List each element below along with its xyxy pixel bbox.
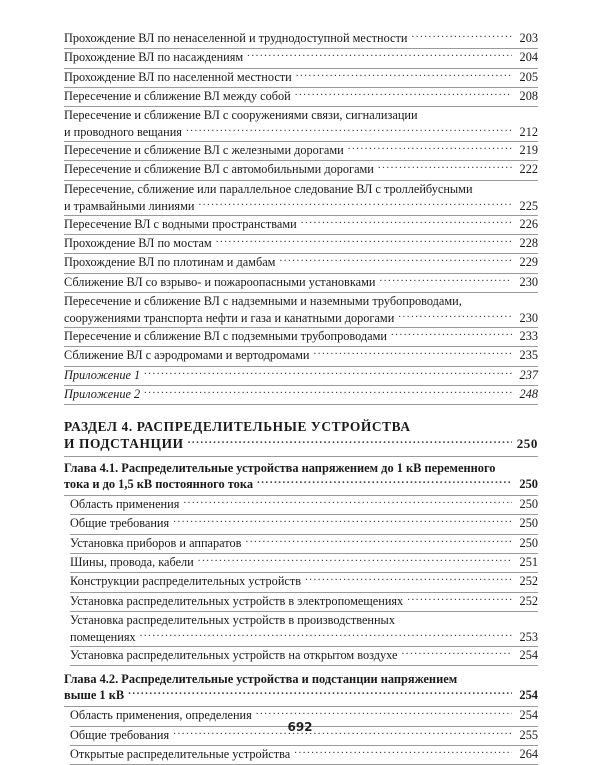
toc-list-chapter-4-1 [64, 496, 538, 666]
dot-leader [173, 515, 512, 527]
toc-entry-title: Прохождение ВЛ по мостам [64, 236, 212, 251]
toc-entry [70, 612, 538, 647]
page-number-footer: 692 [287, 720, 313, 734]
dot-leader [140, 629, 512, 641]
toc-entry-title: Сближение ВЛ с аэродромами и вертодромами [64, 348, 310, 363]
chapter-heading-line-2: выше 1 кВ [64, 688, 125, 703]
dot-leader [411, 30, 512, 42]
toc-entry [64, 181, 538, 216]
dot-leader [391, 328, 512, 340]
dot-leader [401, 647, 512, 659]
dot-leader [279, 254, 512, 266]
toc-entry-page-number: 252 [519, 593, 538, 608]
toc-entry-title: Пересечение и сближение ВЛ между собой [64, 88, 291, 103]
toc-entry-title: сооружениями транспорта нефти и газа и канатными дорогами [64, 310, 395, 325]
toc-entry [64, 254, 538, 273]
dot-leader [186, 124, 512, 136]
dot-leader [379, 274, 512, 286]
toc-entry [70, 573, 538, 592]
toc-entry [64, 30, 538, 49]
chapter-heading-4-2 [64, 668, 538, 707]
toc-entry-title: Область применения [70, 497, 180, 512]
toc-entry-page-number: 212 [519, 125, 538, 140]
toc-entry-page-number: 230 [519, 310, 538, 325]
chapter-page-number: 250 [519, 477, 538, 492]
toc-entry-title: помещениях [70, 629, 136, 644]
toc-entry-title: Пересечение и сближение ВЛ с надземными и наземными трубопроводами, [64, 293, 462, 308]
dot-leader [144, 386, 512, 398]
toc-entry-title: Область применения, определения [70, 708, 252, 723]
toc-entry-title: Установка распределительных устройств на открытом воздухе [70, 647, 398, 662]
toc-entry-title: Установка распределительных устройств в производственных [70, 612, 395, 627]
toc-entry-title: Пересечение и сближение ВЛ с железными дорогами [64, 143, 344, 158]
dot-leader [296, 69, 512, 81]
toc-entry-title: Приложение 2 [64, 386, 141, 401]
toc-entry-title: Конструкции распределительных устройств [70, 574, 302, 589]
section-heading [64, 419, 538, 457]
section-heading-line-1: РАЗДЕЛ 4. РАСПРЕДЕЛИТЕЛЬНЫЕ УСТРОЙСТВА [64, 419, 411, 435]
chapter-heading-4-1 [64, 457, 538, 496]
dot-leader [257, 476, 512, 488]
dot-leader [305, 573, 512, 585]
toc-entry-page-number: 237 [519, 367, 538, 382]
toc-entry-page-number: 254 [519, 647, 538, 662]
toc-entry-page-number: 248 [519, 386, 538, 401]
toc-entry-page-number: 250 [519, 516, 538, 531]
dot-leader [198, 198, 512, 210]
toc-entry [64, 69, 538, 88]
toc-entry-page-number: 235 [519, 348, 538, 363]
toc-entry-title: Открытые распределительные устройства [70, 746, 291, 761]
toc-entry [64, 347, 538, 366]
toc-entry-title: Прохождение ВЛ по плотинам и дамбам [64, 255, 276, 270]
toc-entry-title: Прохождение ВЛ по ненаселенной и труднодоступной местности [64, 31, 408, 45]
dot-leader [198, 554, 512, 566]
toc-entry-title: Пересечение и сближение ВЛ с сооружениями связи, сигнализации [64, 108, 418, 123]
toc-entry-page-number: 250 [519, 497, 538, 512]
toc-entry [70, 647, 538, 666]
dot-leader [398, 310, 512, 322]
toc-entry-page-number: 208 [519, 88, 538, 103]
section-page-number: 250 [516, 435, 538, 451]
toc-list-chapter-4-2 [64, 707, 538, 765]
toc-entry [70, 593, 538, 612]
toc-entry-title: Прохождение ВЛ по насаждениям [64, 50, 244, 65]
toc-entry-page-number: 226 [519, 216, 538, 231]
toc-entry-title: Сближение ВЛ со взрыво- и пожароопасными установками [64, 274, 376, 289]
dot-leader [348, 142, 512, 154]
toc-entry [64, 293, 538, 328]
toc-entry-page-number: 250 [519, 535, 538, 550]
dot-leader [256, 707, 512, 719]
toc-entry-title: Прохождение ВЛ по населенной местности [64, 69, 292, 84]
section-heading-line-2: И ПОДСТАНЦИИ [64, 435, 184, 451]
toc-entry [64, 328, 538, 347]
toc-entry [64, 235, 538, 254]
toc-entry-page-number: 222 [519, 162, 538, 177]
dot-leader [313, 347, 512, 359]
toc-entry-title: Общие требования [70, 727, 170, 742]
toc-entry-page-number: 253 [519, 629, 538, 644]
toc-entry [64, 216, 538, 235]
toc-entry-page-number: 228 [519, 236, 538, 251]
dot-leader [295, 88, 512, 100]
dot-leader [247, 49, 512, 61]
toc-entry-page-number: 254 [519, 708, 538, 723]
toc-entry-title: Общие требования [70, 516, 170, 531]
dot-leader [188, 436, 512, 448]
toc-entry-page-number: 203 [519, 31, 538, 45]
toc-entry-page-number: 252 [519, 574, 538, 589]
toc-entry-title: и проводного вещания [64, 125, 182, 140]
toc-entry-title: Установка приборов и аппаратов [70, 535, 242, 550]
toc-entry-title: Пересечение и сближение ВЛ с подземными трубопроводами [64, 328, 387, 343]
toc-entry [64, 88, 538, 107]
dot-leader [183, 496, 512, 508]
toc-entry [70, 746, 538, 765]
toc-entry-page-number: 230 [519, 274, 538, 289]
toc-entry-title: и трамвайными линиями [64, 198, 195, 213]
toc-entry-title: Приложение 1 [64, 367, 141, 382]
toc-entry [64, 49, 538, 68]
toc-entry-title: Пересечение и сближение ВЛ с автомобильными дорогами [64, 162, 374, 177]
toc-entry [64, 274, 538, 293]
dot-leader [301, 216, 512, 228]
chapter-page-number: 254 [519, 688, 538, 703]
dot-leader [407, 593, 512, 605]
toc-entry-title: Пересечение, сближение или параллельное следование ВЛ с троллейбусными [64, 181, 473, 196]
toc-entry [70, 554, 538, 573]
dot-leader [128, 687, 512, 699]
toc-entry-page-number: 229 [519, 255, 538, 270]
toc-entry-page-number: 251 [519, 555, 538, 570]
dot-leader [294, 746, 512, 758]
toc-entry-page-number: 233 [519, 328, 538, 343]
toc-entry-page-number: 255 [519, 727, 538, 742]
toc-entry-title: Установка распределительных устройств в электропомещениях [70, 593, 404, 608]
dot-leader [144, 367, 512, 379]
dot-leader [216, 235, 512, 247]
chapter-heading-line-2: тока и до 1,5 кВ постоянного тока [64, 477, 254, 492]
toc-entry [64, 386, 538, 405]
toc-entry-page-number: 264 [519, 746, 538, 761]
dot-leader [378, 161, 512, 173]
toc-entry-page-number: 219 [519, 143, 538, 158]
toc-list-top [64, 30, 538, 405]
toc-entry-page-number: 205 [519, 69, 538, 84]
toc-entry [64, 367, 538, 386]
toc-entry-page-number: 204 [519, 50, 538, 65]
toc-entry-page-number: 225 [519, 198, 538, 213]
toc-entry [64, 142, 538, 161]
toc-entry-title: Пересечение ВЛ с водными пространствами [64, 216, 297, 231]
toc-entry [64, 161, 538, 180]
toc-entry [70, 496, 538, 515]
table-of-contents [64, 30, 538, 765]
chapter-heading-line-1: Глава 4.1. Распределительные устройства напряжением до 1 кВ переменного [64, 461, 496, 476]
toc-entry [64, 107, 538, 142]
dot-leader [245, 535, 512, 547]
chapter-heading-line-1: Глава 4.2. Распределительные устройства и подстанции напряжением [64, 672, 458, 687]
toc-entry [70, 535, 538, 554]
toc-entry-title: Шины, провода, кабели [70, 555, 194, 570]
toc-entry [70, 515, 538, 534]
